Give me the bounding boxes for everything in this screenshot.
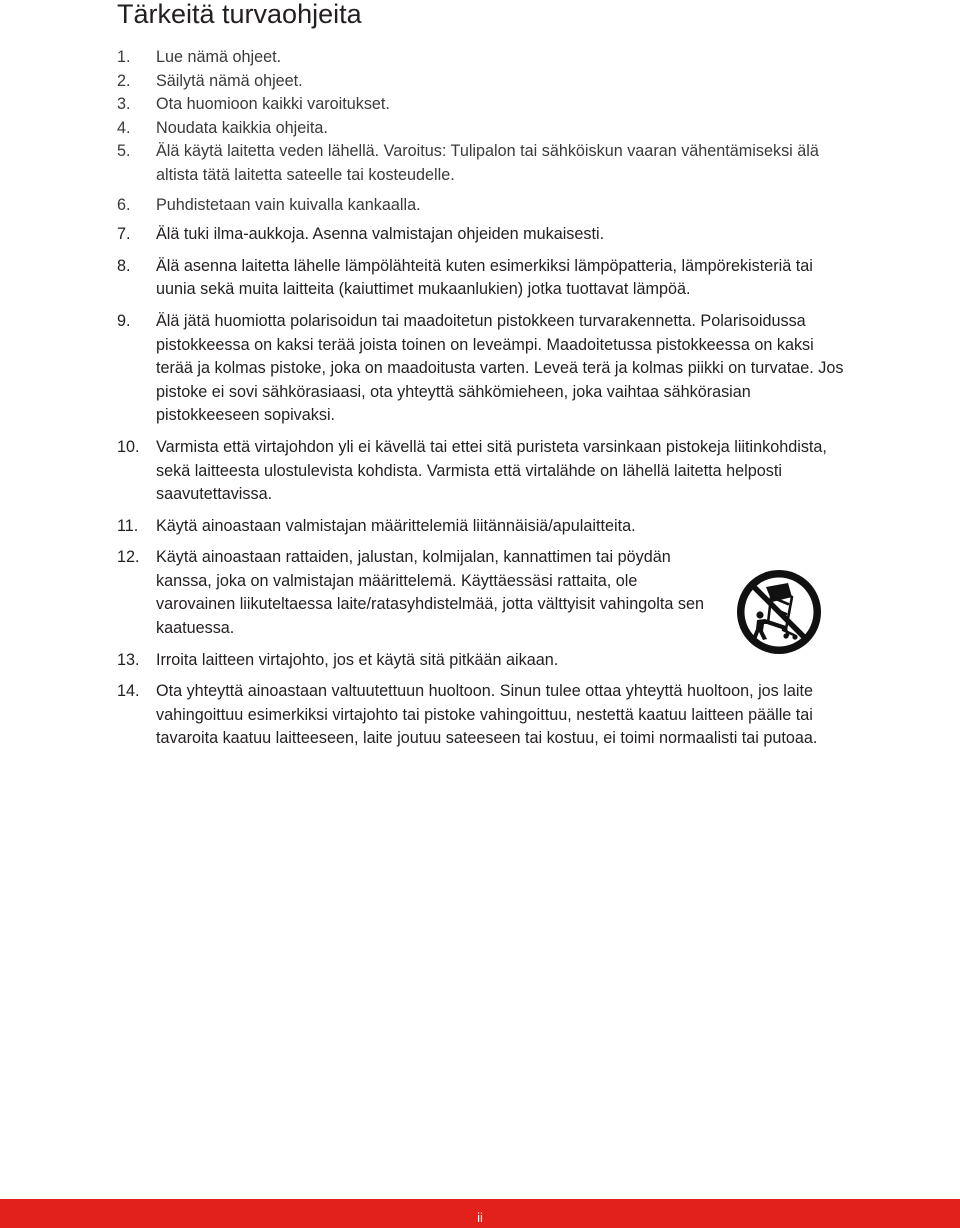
- list-item: [117, 93, 847, 117]
- item-text: Säilytä nämä ohjeet.: [156, 71, 303, 90]
- list-item: [117, 46, 847, 70]
- item-text: Lue nämä ohjeet.: [156, 48, 282, 66]
- list-item: [117, 223, 847, 247]
- item-number: 4.: [117, 118, 131, 137]
- list-item: [117, 310, 847, 428]
- item-text: Varmista että virtajohdon yli ei kävellä tai ettei sitä puristeta varsinkaan pistokeja liitinkohdista, sekä laitteesta ulostulevista kohdista. Varmista että virtalähde on lähellä laitetta helposti saavutettavissa.: [156, 437, 827, 504]
- item-number: 12.: [117, 548, 140, 567]
- item-number: 6.: [117, 195, 131, 214]
- item-number: 7.: [117, 225, 131, 244]
- item-number: 5.: [117, 142, 131, 161]
- item-number: 8.: [117, 256, 131, 275]
- page-number: ii: [477, 1210, 483, 1225]
- item-text: Ota huomioon kaikki varoitukset.: [156, 95, 390, 114]
- item-text: Puhdistetaan vain kuivalla kankaalla.: [156, 195, 421, 214]
- page-title: Tärkeitä turvaohjeita: [117, 0, 362, 29]
- item-text: Käytä ainoastaan valmistajan määrittelemiä liitännäisiä/apulaitteita.: [156, 516, 636, 535]
- cart-tip-over-warning-icon: [736, 569, 822, 655]
- list-item: [117, 515, 847, 539]
- list-item: [117, 117, 847, 141]
- list-item: [117, 436, 847, 507]
- item-number: 2.: [117, 71, 131, 90]
- item-number: 14.: [117, 682, 140, 701]
- item-text: Noudata kaikkia ohjeita.: [156, 118, 328, 137]
- list-item: [117, 140, 847, 187]
- item-number: 10.: [117, 437, 140, 456]
- list-item: [117, 255, 847, 302]
- item-text: Käytä ainoastaan rattaiden, jalustan, kolmijalan, kannattimen tai pöydän kanssa, joka on valmistajan määrittelemä. Käyttäessäsi rattaita, ole varovainen liikuteltaessa laite/ratasyhdistelmää, jotta välttyisit vahingolta sen kaatuessa.: [156, 548, 704, 638]
- item-number: 11.: [117, 516, 139, 535]
- item-number: 3.: [117, 95, 131, 114]
- item-number: 9.: [117, 311, 131, 330]
- item-text: Irroita laitteen virtajohto, jos et käytä sitä pitkään aikaan.: [156, 650, 559, 669]
- item-text: Älä tuki ilma-aukkoja. Asenna valmistajan ohjeiden mukaisesti.: [156, 225, 605, 244]
- list-item: [117, 70, 847, 94]
- list-item: [117, 680, 847, 751]
- item-number: 1.: [117, 48, 131, 66]
- item-text: Älä käytä laitetta veden lähellä. Varoitus: Tulipalon tai sähköiskun vaaran vähentämiseksi älä altista tätä laitetta sateelle tai kosteudelle.: [156, 142, 819, 184]
- item-number: 13.: [117, 650, 140, 669]
- item-text: Älä jätä huomiotta polarisoidun tai maadoitetun pistokkeen turvarakennetta. Polarisoidussa pistokkeessa on kaksi terää joista toinen on leveämpi. Maadoitetussa pistokkeessa on kaksi terää ja kolmas pistoke, joka on maadoitusta varten. Leveä terä ja kolmas piikki on turvatae. Jos pistoke ei sovi sähkörasiaasi, ota yhteyttä sähkömieheen, joka vaihtaa sähkörasian pistokkeeseen sopivaksi.: [156, 311, 844, 425]
- page-footer: [0, 1199, 960, 1228]
- item-text: Ota yhteyttä ainoastaan valtuutettuun huoltoon. Sinun tulee ottaa yhteyttä huoltoon, jos laite vahingoittuu esimerkiksi virtajohto tai pistoke vahingoittuu, nestettä kaatuu laitteen päälle tai tavaroita kaatuu laitteeseen, laite joutuu sateeseen tai kostuu, ei toimi normaalisti tai putoaa.: [156, 682, 818, 748]
- list-item: [117, 194, 847, 218]
- item-text: Älä asenna laitetta lähelle lämpölähteitä kuten esimerkiksi lämpöpatteria, lämpörekisteriä tai uunia sekä muita laitteita (kaiuttimet mukaanlukien) jotka tuottavat lämpöä.: [156, 256, 813, 299]
